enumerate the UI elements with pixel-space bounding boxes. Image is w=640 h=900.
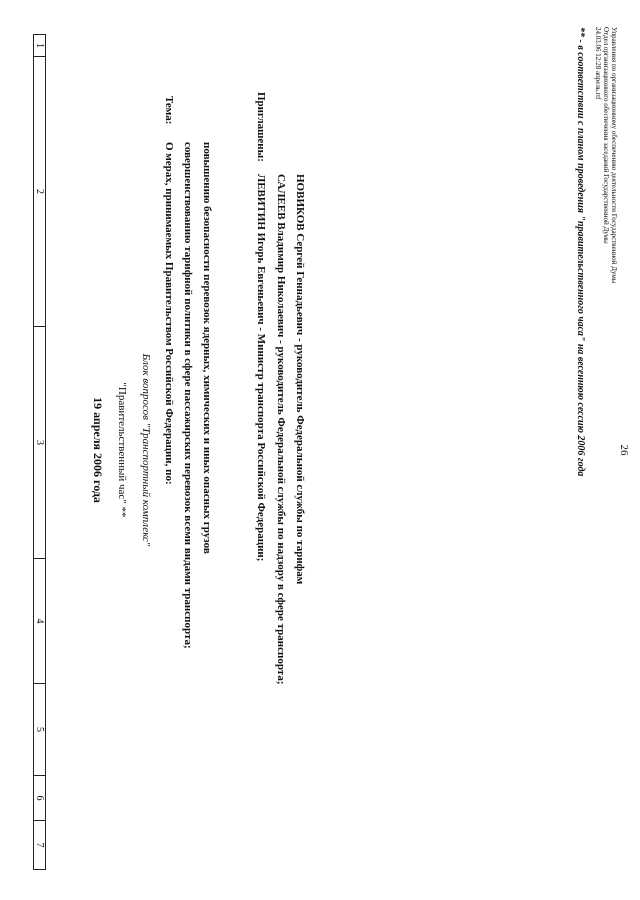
invited-person: САЛЕЕВ Владимир Николаевич - руководитель Федеральной службы по надзору в сфере транспорта; <box>275 174 287 685</box>
column-number: 6 <box>34 776 45 821</box>
invited-person: ЛЕВИТИН Игорь Евгеньевич - Министр транспорта Российской Федерации; <box>255 174 267 562</box>
session-type: "Правительственный час" ** <box>116 382 128 518</box>
page-number: 26 <box>618 444 630 456</box>
column-number: 4 <box>34 559 45 684</box>
column-number: 3 <box>34 327 45 559</box>
footer-directorate: Управления по организационному обеспечению деятельности Государственной Думы <box>610 27 618 284</box>
footer-department: Отдел организационного обеспечения заседаний Государственной Думы <box>602 27 610 244</box>
topic-line: О мерах, принимаемых Правительством Российской Федерации, по: <box>163 142 175 485</box>
invited-person: НОВИКОВ Сергей Геннадьевич - руководитель Федеральной службы по тарифам <box>294 174 306 585</box>
topic-label: Тема: <box>163 96 175 125</box>
question-block: Блок вопросов "Транспортный комплекс" <box>140 353 152 547</box>
column-number-table <box>33 34 46 870</box>
footnote: ** - в соответствии с планом проведения "правительственного часа" на весеннюю сессию 2006 года <box>575 27 586 477</box>
session-date: 19 апреля 2006 года <box>91 397 105 503</box>
topic-line: совершенствованию тарифной политики в сфере пассажирских перевозок всеми видами транспорта; <box>182 142 194 649</box>
column-number: 7 <box>34 842 45 848</box>
column-number: 2 <box>34 57 45 327</box>
invited-label: Приглашены: <box>255 92 267 162</box>
column-number: 5 <box>34 684 45 776</box>
footer-filename: 24.03.06 12:28 апрель.rtf <box>594 27 602 100</box>
column-number: 1 <box>34 35 45 57</box>
topic-line: повышению безопасности перевозок ядерных, химических и иных опасных грузов <box>201 142 213 554</box>
